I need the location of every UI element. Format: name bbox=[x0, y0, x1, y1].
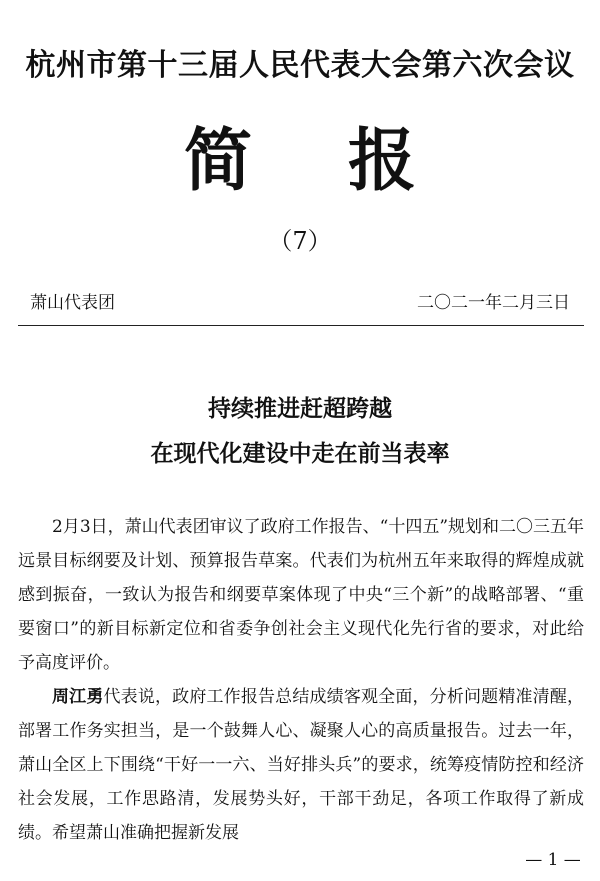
speaker-name: 周江勇 bbox=[52, 687, 104, 707]
article-body bbox=[18, 510, 584, 850]
article-paragraph: 2月3日，萧山代表团审议了政府工作报告、“十四五”规划和二〇三五年远景目标纲要及计划、预算报告草案。代表们为杭州五年来取得的辉煌成就感到振奋，一致认为报告和纲要草案体现了中央“三个新”的战略部署、“重要窗口”的新目标新定位和省委争创社会主义现代化先行省的要求，对此给予高度评价。 bbox=[18, 517, 585, 673]
article-headline-line-2: 在现代化建设中走在前当表率 bbox=[150, 441, 450, 467]
article-headline-line-1: 持续推进赶超跨越 bbox=[208, 396, 392, 422]
bulletin-title bbox=[0, 120, 600, 204]
page-number: — 1 — bbox=[525, 850, 581, 870]
issue-date: 二〇二一年二月三日 bbox=[417, 293, 570, 313]
delegation-name: 萧山代表团 bbox=[30, 293, 115, 313]
article-paragraph bbox=[18, 680, 584, 850]
bulletin-title-char: 简 bbox=[183, 122, 252, 201]
meeting-title: 杭州市第十三届人民代表大会第六次会议 bbox=[25, 48, 575, 83]
issue-number: （7） bbox=[268, 227, 332, 255]
meta-row bbox=[30, 290, 570, 316]
header-divider bbox=[18, 325, 584, 326]
bulletin-title-char: 报 bbox=[348, 122, 417, 201]
paragraph-text: 代表说，政府工作报告总结成绩客观全面，分析问题精准清醒，部署工作务实担当，是一个鼓舞人心、凝聚人心的高质量报告。过去一年，萧山全区上下围绕“干好一一六、当好排头兵”的要求，统筹疫情防控和经济社会发展，工作思路清，发展势头好，干部干劲足，各项工作取得了新成绩。希望萧山准确把握新发展 bbox=[18, 687, 584, 843]
